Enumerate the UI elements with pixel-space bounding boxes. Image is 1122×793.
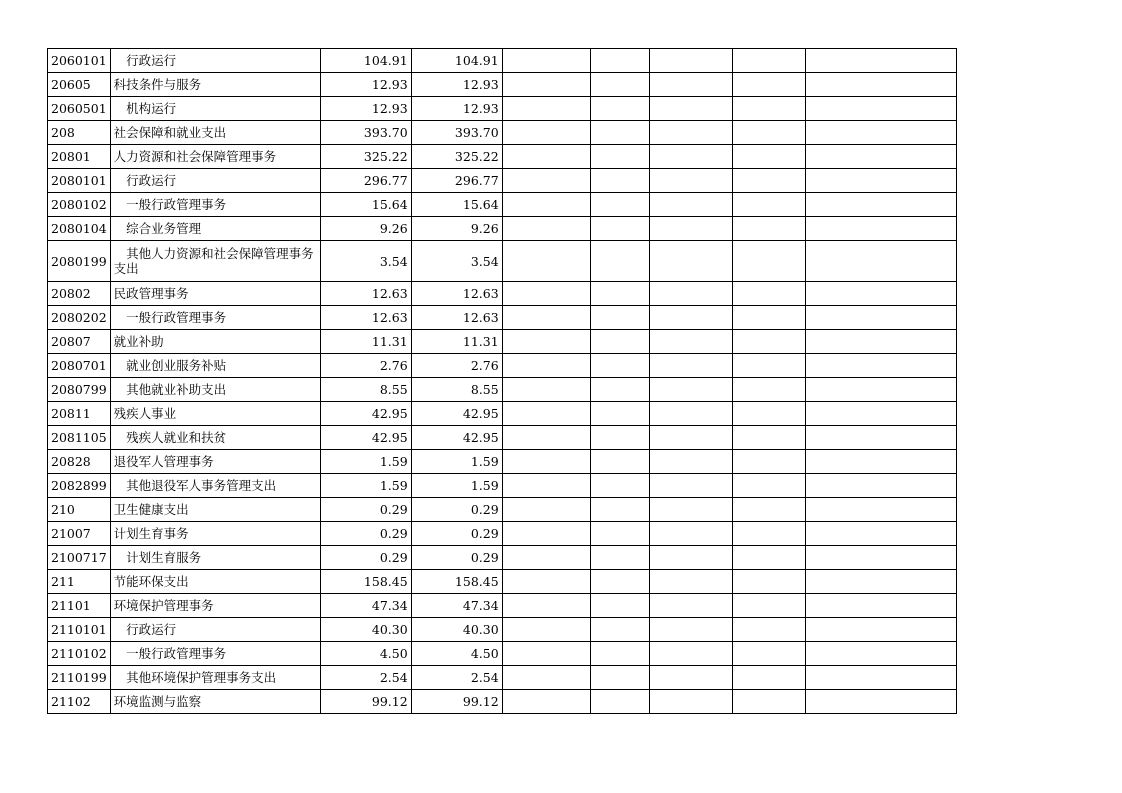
empty-cell xyxy=(502,690,590,714)
empty-cell xyxy=(805,282,956,306)
empty-cell xyxy=(502,97,590,121)
amount-cell: 9.26 xyxy=(320,217,411,241)
empty-cell xyxy=(502,306,590,330)
table-row xyxy=(48,666,957,690)
empty-cell xyxy=(732,97,805,121)
empty-cell xyxy=(590,49,649,73)
table-row xyxy=(48,522,957,546)
account-name-cell: 残疾人就业和扶贫 xyxy=(110,426,320,450)
empty-cell xyxy=(590,121,649,145)
amount-cell: 393.70 xyxy=(411,121,502,145)
table-body xyxy=(48,49,957,714)
empty-cell xyxy=(502,217,590,241)
amount-cell: 47.34 xyxy=(411,594,502,618)
empty-cell xyxy=(502,169,590,193)
empty-cell xyxy=(805,594,956,618)
empty-cell xyxy=(805,217,956,241)
amount-cell: 0.29 xyxy=(411,522,502,546)
account-name-cell: 环境保护管理事务 xyxy=(110,594,320,618)
table-row xyxy=(48,217,957,241)
amount-cell: 104.91 xyxy=(320,49,411,73)
empty-cell xyxy=(590,217,649,241)
empty-cell xyxy=(502,642,590,666)
empty-cell xyxy=(805,97,956,121)
table-row xyxy=(48,642,957,666)
table-row xyxy=(48,594,957,618)
empty-cell xyxy=(649,474,732,498)
empty-cell xyxy=(502,402,590,426)
empty-cell xyxy=(649,378,732,402)
empty-cell xyxy=(805,49,956,73)
empty-cell xyxy=(805,402,956,426)
empty-cell xyxy=(805,145,956,169)
account-code-cell: 20605 xyxy=(48,73,111,97)
empty-cell xyxy=(590,450,649,474)
empty-cell xyxy=(502,618,590,642)
account-name-cell: 环境监测与监察 xyxy=(110,690,320,714)
table-row xyxy=(48,426,957,450)
amount-cell: 11.31 xyxy=(411,330,502,354)
table-row xyxy=(48,193,957,217)
table-row xyxy=(48,570,957,594)
account-name-cell: 计划生育事务 xyxy=(110,522,320,546)
account-code-cell: 20828 xyxy=(48,450,111,474)
empty-cell xyxy=(649,450,732,474)
budget-table xyxy=(47,48,957,714)
empty-cell xyxy=(732,570,805,594)
empty-cell xyxy=(590,642,649,666)
empty-cell xyxy=(502,193,590,217)
empty-cell xyxy=(732,474,805,498)
amount-cell: 15.64 xyxy=(411,193,502,217)
empty-cell xyxy=(805,690,956,714)
amount-cell: 12.93 xyxy=(320,73,411,97)
amount-cell: 2.76 xyxy=(411,354,502,378)
amount-cell: 1.59 xyxy=(411,474,502,498)
account-code-cell: 20807 xyxy=(48,330,111,354)
amount-cell: 2.54 xyxy=(320,666,411,690)
amount-cell: 2.76 xyxy=(320,354,411,378)
table-row xyxy=(48,121,957,145)
amount-cell: 9.26 xyxy=(411,217,502,241)
amount-cell: 1.59 xyxy=(411,450,502,474)
account-code-cell: 2080101 xyxy=(48,169,111,193)
empty-cell xyxy=(732,546,805,570)
empty-cell xyxy=(805,378,956,402)
empty-cell xyxy=(649,145,732,169)
amount-cell: 12.63 xyxy=(320,306,411,330)
amount-cell: 42.95 xyxy=(320,426,411,450)
empty-cell xyxy=(502,73,590,97)
empty-cell xyxy=(732,306,805,330)
empty-cell xyxy=(732,642,805,666)
amount-cell: 3.54 xyxy=(411,241,502,282)
account-code-cell: 21102 xyxy=(48,690,111,714)
empty-cell xyxy=(649,522,732,546)
empty-cell xyxy=(502,145,590,169)
empty-cell xyxy=(502,450,590,474)
table-row xyxy=(48,498,957,522)
amount-cell: 40.30 xyxy=(320,618,411,642)
account-name-cell: 行政运行 xyxy=(110,49,320,73)
amount-cell: 12.93 xyxy=(411,97,502,121)
amount-cell: 12.93 xyxy=(411,73,502,97)
empty-cell xyxy=(649,73,732,97)
amount-cell: 4.50 xyxy=(411,642,502,666)
empty-cell xyxy=(732,241,805,282)
account-code-cell: 211 xyxy=(48,570,111,594)
account-code-cell: 2110199 xyxy=(48,666,111,690)
empty-cell xyxy=(649,426,732,450)
amount-cell: 0.29 xyxy=(320,522,411,546)
amount-cell: 325.22 xyxy=(320,145,411,169)
empty-cell xyxy=(590,666,649,690)
empty-cell xyxy=(649,354,732,378)
empty-cell xyxy=(732,402,805,426)
account-code-cell: 210 xyxy=(48,498,111,522)
amount-cell: 99.12 xyxy=(411,690,502,714)
amount-cell: 42.95 xyxy=(411,426,502,450)
table-row xyxy=(48,145,957,169)
empty-cell xyxy=(649,546,732,570)
account-code-cell: 21101 xyxy=(48,594,111,618)
empty-cell xyxy=(649,690,732,714)
account-name-cell: 残疾人事业 xyxy=(110,402,320,426)
amount-cell: 0.29 xyxy=(411,546,502,570)
account-code-cell: 2100717 xyxy=(48,546,111,570)
account-code-cell: 2110102 xyxy=(48,642,111,666)
account-code-cell: 20802 xyxy=(48,282,111,306)
table-row xyxy=(48,618,957,642)
account-code-cell: 2080202 xyxy=(48,306,111,330)
amount-cell: 0.29 xyxy=(320,498,411,522)
table-row xyxy=(48,49,957,73)
account-name-cell: 退役军人管理事务 xyxy=(110,450,320,474)
amount-cell: 1.59 xyxy=(320,450,411,474)
account-name-cell: 一般行政管理事务 xyxy=(110,193,320,217)
amount-cell: 0.29 xyxy=(411,498,502,522)
empty-cell xyxy=(590,282,649,306)
empty-cell xyxy=(502,570,590,594)
empty-cell xyxy=(502,241,590,282)
account-name-cell: 卫生健康支出 xyxy=(110,498,320,522)
account-code-cell: 2081105 xyxy=(48,426,111,450)
table-row xyxy=(48,354,957,378)
amount-cell: 12.63 xyxy=(411,282,502,306)
account-name-cell: 一般行政管理事务 xyxy=(110,306,320,330)
table-row xyxy=(48,402,957,426)
account-code-cell: 21007 xyxy=(48,522,111,546)
empty-cell xyxy=(805,618,956,642)
empty-cell xyxy=(590,426,649,450)
empty-cell xyxy=(732,121,805,145)
empty-cell xyxy=(732,690,805,714)
amount-cell: 158.45 xyxy=(320,570,411,594)
empty-cell xyxy=(502,594,590,618)
empty-cell xyxy=(590,570,649,594)
account-name-cell: 人力资源和社会保障管理事务 xyxy=(110,145,320,169)
table-row xyxy=(48,73,957,97)
empty-cell xyxy=(590,241,649,282)
empty-cell xyxy=(732,498,805,522)
empty-cell xyxy=(590,354,649,378)
empty-cell xyxy=(502,522,590,546)
table-row xyxy=(48,474,957,498)
table-row xyxy=(48,306,957,330)
account-name-cell: 一般行政管理事务 xyxy=(110,642,320,666)
empty-cell xyxy=(590,306,649,330)
account-name-cell: 节能环保支出 xyxy=(110,570,320,594)
table-row xyxy=(48,378,957,402)
account-name-cell: 就业创业服务补贴 xyxy=(110,354,320,378)
empty-cell xyxy=(590,169,649,193)
table-row xyxy=(48,330,957,354)
account-name-cell: 科技条件与服务 xyxy=(110,73,320,97)
empty-cell xyxy=(502,426,590,450)
empty-cell xyxy=(502,354,590,378)
account-name-cell: 机构运行 xyxy=(110,97,320,121)
table-row xyxy=(48,690,957,714)
account-name-cell: 其他人力资源和社会保障管理事务支出 xyxy=(110,241,320,282)
empty-cell xyxy=(805,426,956,450)
empty-cell xyxy=(502,330,590,354)
amount-cell: 296.77 xyxy=(411,169,502,193)
amount-cell: 12.63 xyxy=(411,306,502,330)
empty-cell xyxy=(732,217,805,241)
empty-cell xyxy=(502,474,590,498)
empty-cell xyxy=(649,402,732,426)
empty-cell xyxy=(649,121,732,145)
empty-cell xyxy=(732,426,805,450)
amount-cell: 4.50 xyxy=(320,642,411,666)
empty-cell xyxy=(590,378,649,402)
empty-cell xyxy=(732,330,805,354)
amount-cell: 42.95 xyxy=(320,402,411,426)
empty-cell xyxy=(732,522,805,546)
empty-cell xyxy=(805,546,956,570)
account-code-cell: 208 xyxy=(48,121,111,145)
empty-cell xyxy=(805,241,956,282)
empty-cell xyxy=(732,169,805,193)
amount-cell: 99.12 xyxy=(320,690,411,714)
empty-cell xyxy=(732,73,805,97)
empty-cell xyxy=(590,618,649,642)
account-code-cell: 2080799 xyxy=(48,378,111,402)
empty-cell xyxy=(590,690,649,714)
empty-cell xyxy=(649,642,732,666)
empty-cell xyxy=(649,306,732,330)
amount-cell: 325.22 xyxy=(411,145,502,169)
empty-cell xyxy=(590,330,649,354)
empty-cell xyxy=(649,282,732,306)
empty-cell xyxy=(805,306,956,330)
empty-cell xyxy=(502,378,590,402)
account-code-cell: 2082899 xyxy=(48,474,111,498)
account-name-cell: 其他退役军人事务管理支出 xyxy=(110,474,320,498)
account-code-cell: 2080701 xyxy=(48,354,111,378)
account-code-cell: 2080104 xyxy=(48,217,111,241)
empty-cell xyxy=(502,498,590,522)
empty-cell xyxy=(732,282,805,306)
empty-cell xyxy=(590,73,649,97)
account-code-cell: 2060101 xyxy=(48,49,111,73)
empty-cell xyxy=(732,618,805,642)
empty-cell xyxy=(590,193,649,217)
empty-cell xyxy=(732,354,805,378)
table-row xyxy=(48,97,957,121)
empty-cell xyxy=(805,522,956,546)
empty-cell xyxy=(805,354,956,378)
amount-cell: 12.63 xyxy=(320,282,411,306)
empty-cell xyxy=(649,193,732,217)
empty-cell xyxy=(805,193,956,217)
account-name-cell: 就业补助 xyxy=(110,330,320,354)
empty-cell xyxy=(649,217,732,241)
account-code-cell: 2060501 xyxy=(48,97,111,121)
empty-cell xyxy=(732,450,805,474)
account-code-cell: 20801 xyxy=(48,145,111,169)
amount-cell: 2.54 xyxy=(411,666,502,690)
amount-cell: 8.55 xyxy=(411,378,502,402)
empty-cell xyxy=(732,193,805,217)
table-row xyxy=(48,282,957,306)
empty-cell xyxy=(732,145,805,169)
amount-cell: 158.45 xyxy=(411,570,502,594)
empty-cell xyxy=(805,121,956,145)
amount-cell: 104.91 xyxy=(411,49,502,73)
empty-cell xyxy=(649,169,732,193)
empty-cell xyxy=(649,330,732,354)
account-name-cell: 行政运行 xyxy=(110,169,320,193)
empty-cell xyxy=(590,594,649,618)
account-name-cell: 民政管理事务 xyxy=(110,282,320,306)
empty-cell xyxy=(649,618,732,642)
account-code-cell: 2080199 xyxy=(48,241,111,282)
empty-cell xyxy=(502,49,590,73)
empty-cell xyxy=(732,594,805,618)
empty-cell xyxy=(590,474,649,498)
empty-cell xyxy=(590,402,649,426)
account-name-cell: 计划生育服务 xyxy=(110,546,320,570)
amount-cell: 12.93 xyxy=(320,97,411,121)
empty-cell xyxy=(805,73,956,97)
amount-cell: 296.77 xyxy=(320,169,411,193)
empty-cell xyxy=(805,642,956,666)
empty-cell xyxy=(649,498,732,522)
empty-cell xyxy=(502,546,590,570)
empty-cell xyxy=(649,49,732,73)
empty-cell xyxy=(590,145,649,169)
account-code-cell: 20811 xyxy=(48,402,111,426)
table-row xyxy=(48,169,957,193)
empty-cell xyxy=(805,330,956,354)
empty-cell xyxy=(502,282,590,306)
empty-cell xyxy=(590,522,649,546)
empty-cell xyxy=(805,474,956,498)
amount-cell: 0.29 xyxy=(320,546,411,570)
amount-cell: 42.95 xyxy=(411,402,502,426)
amount-cell: 8.55 xyxy=(320,378,411,402)
account-name-cell: 行政运行 xyxy=(110,618,320,642)
empty-cell xyxy=(649,594,732,618)
empty-cell xyxy=(805,450,956,474)
amount-cell: 393.70 xyxy=(320,121,411,145)
empty-cell xyxy=(732,666,805,690)
empty-cell xyxy=(590,546,649,570)
account-name-cell: 其他环境保护管理事务支出 xyxy=(110,666,320,690)
empty-cell xyxy=(732,378,805,402)
amount-cell: 1.59 xyxy=(320,474,411,498)
account-code-cell: 2080102 xyxy=(48,193,111,217)
empty-cell xyxy=(502,666,590,690)
amount-cell: 3.54 xyxy=(320,241,411,282)
empty-cell xyxy=(649,666,732,690)
empty-cell xyxy=(732,49,805,73)
empty-cell xyxy=(590,498,649,522)
amount-cell: 40.30 xyxy=(411,618,502,642)
account-code-cell: 2110101 xyxy=(48,618,111,642)
amount-cell: 47.34 xyxy=(320,594,411,618)
empty-cell xyxy=(805,666,956,690)
empty-cell xyxy=(590,97,649,121)
account-name-cell: 社会保障和就业支出 xyxy=(110,121,320,145)
empty-cell xyxy=(502,121,590,145)
empty-cell xyxy=(649,570,732,594)
table-row xyxy=(48,241,957,282)
empty-cell xyxy=(805,570,956,594)
empty-cell xyxy=(805,498,956,522)
amount-cell: 11.31 xyxy=(320,330,411,354)
amount-cell: 15.64 xyxy=(320,193,411,217)
account-name-cell: 其他就业补助支出 xyxy=(110,378,320,402)
empty-cell xyxy=(649,97,732,121)
table-row xyxy=(48,450,957,474)
empty-cell xyxy=(649,241,732,282)
empty-cell xyxy=(805,169,956,193)
account-name-cell: 综合业务管理 xyxy=(110,217,320,241)
table-row xyxy=(48,546,957,570)
